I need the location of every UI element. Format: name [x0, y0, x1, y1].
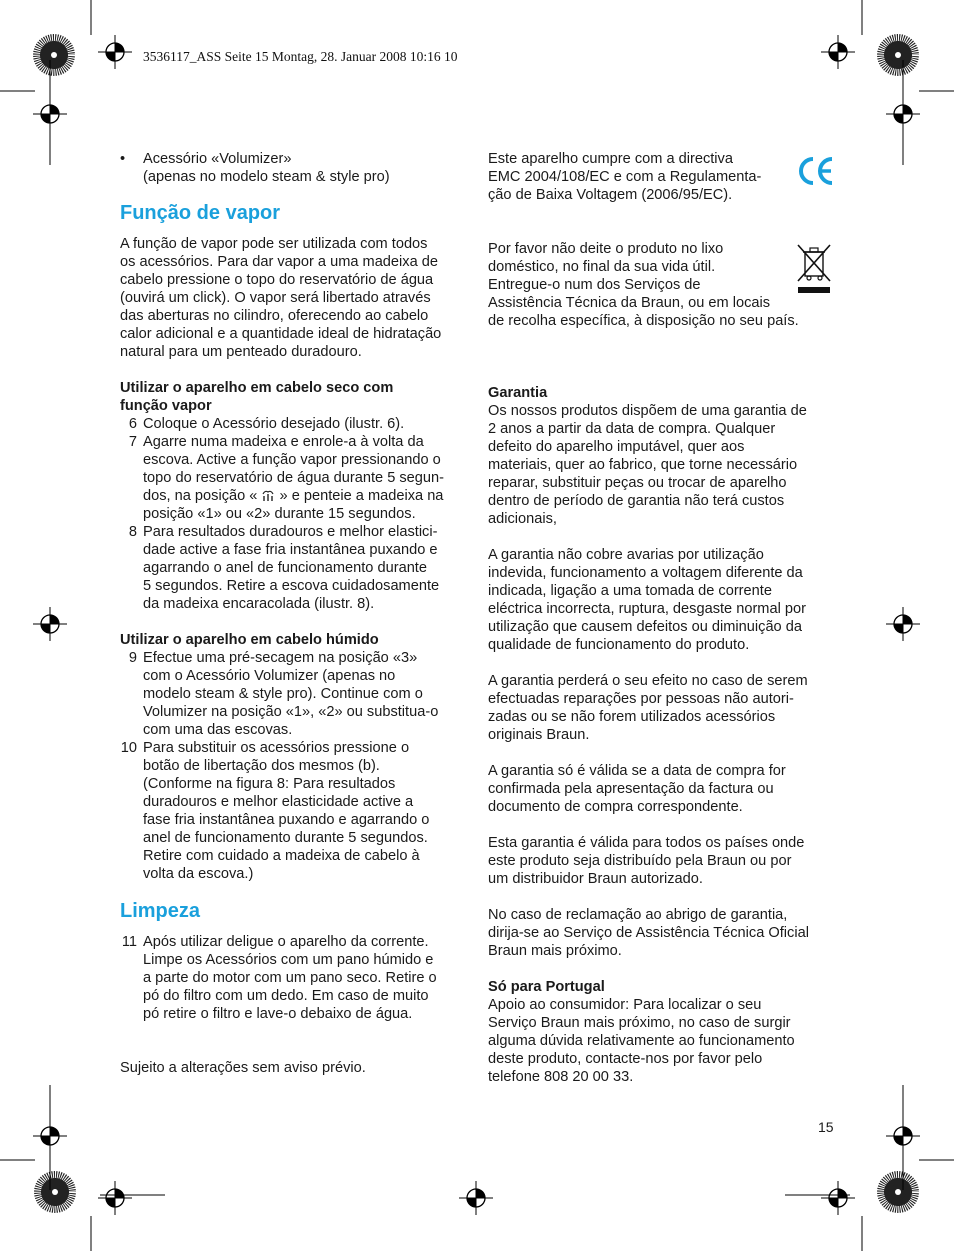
text-line: A função de vapor pode ser utilizada com todos [120, 236, 428, 252]
text-line: Serviço Braun mais próximo, no caso de surgir [488, 1015, 791, 1031]
text-line: com uma das escovas. [143, 722, 293, 738]
wet-hair-heading: Utilizar o aparelho em cabelo húmido [120, 632, 379, 648]
text-line: (Conforme na figura 8: Para resultados [143, 776, 396, 792]
text-span: » e penteie a madeixa na [279, 488, 444, 504]
text-line: 5 segundos. Retire a escova cuidadosamente [143, 578, 440, 594]
text-line: cabelo pressione o topo do reservatório de água [120, 272, 434, 288]
warranty-paragraph-6 [488, 906, 838, 960]
portugal-only-heading: Só para Portugal [488, 979, 605, 995]
text-line: Por favor não deite o produto no lixo [488, 241, 724, 257]
cleaning-heading: Limpeza [120, 900, 201, 922]
step-11 [120, 933, 472, 1023]
bullet-line: (apenas no modelo steam & style pro) [143, 169, 390, 185]
text-line: defeito do aparelho imputável, quer aos [488, 439, 745, 455]
text-line: Retire com cuidado a madeixa de cabelo à [143, 848, 420, 864]
text-line: indevida, funcionamento a voltagem diferente da [488, 565, 803, 581]
step-number: 7 [128, 434, 137, 450]
warranty-paragraph-1 [488, 402, 838, 528]
ce-compliance-paragraph [488, 150, 838, 204]
step-number: 6 [128, 416, 137, 432]
text-line: Os nossos produtos dispõem de uma garantia de [488, 403, 807, 419]
text-line: adicionais, [488, 511, 557, 527]
text-line: materiais, quer ao fabrico, que torne necessário [488, 457, 798, 473]
text-line: indicada, ligação a uma tomada de corrente [488, 583, 772, 599]
text-line: das aberturas no cilindro, oferecendo ao cabelo [120, 308, 429, 324]
step-number: 11 [121, 934, 137, 950]
print-header-imprint: 3536117_ASS Seite 15 Montag, 28. Januar 2008 10:16 10 [143, 49, 458, 64]
text-line: EMC 2004/108/EC e com a Regulamenta- [488, 169, 762, 185]
text-line: Apoio ao consumidor: Para localizar o seu [488, 997, 762, 1013]
text-line: posição «1» ou «2» durante 15 segundos. [143, 506, 416, 522]
text-line: escova. Active a função vapor pressionando o [143, 452, 441, 468]
text-line: alguma dúvida relativamente ao funcionamento [488, 1033, 795, 1049]
text-line: telefone 808 20 00 33. [488, 1069, 634, 1085]
text-line: função vapor [120, 398, 212, 414]
warranty-paragraph-3 [488, 672, 838, 744]
warranty-paragraph-4 [488, 762, 838, 816]
accessory-bullet [120, 150, 472, 186]
text-line: a parte do motor com um pano seco. Retire o [143, 970, 437, 986]
step-7 [120, 433, 472, 523]
text-line: Efectue uma pré-secagem na posição «3» [143, 650, 418, 666]
text-line: 2 anos a partir da data de compra. Qualquer [488, 421, 776, 437]
step-6 [120, 415, 472, 433]
warranty-paragraph-2 [488, 546, 838, 654]
text-line: confirmada pela apresentação da factura ou [488, 781, 774, 797]
page-number: 15 [818, 1119, 834, 1135]
text-line: Para resultados duradouros e melhor elastici- [143, 524, 438, 540]
text-line: volta da escova.) [143, 866, 254, 882]
text-line: topo do reservatório de água durante 5 segun- [143, 470, 445, 486]
text-line: Limpe os Acessórios com um pano húmido e [143, 952, 434, 968]
text-line: calor adicional e a quantidade ideal de hidratação [120, 326, 442, 342]
crossed-out-bin-icon [796, 243, 832, 295]
text-line: Assistência Técnica da Braun, ou em locais [488, 295, 771, 311]
text-line: efectuadas reparações por pessoas não autori- [488, 691, 794, 707]
text-line: duradouros e melhor elasticidade active a [143, 794, 414, 810]
text-line: de recolha específica, à disposição no seu país. [488, 313, 799, 329]
step-number: 9 [128, 650, 137, 666]
bullet-line: Acessório «Volumizer» [143, 151, 292, 167]
subject-to-change-note: Sujeito a alterações sem aviso prévio. [120, 1060, 366, 1076]
text-line: eléctrica incorrecta, ruptura, desgaste normal por [488, 601, 806, 617]
step-8 [120, 523, 472, 613]
text-line: agarrando o anel de funcionamento durante [143, 560, 427, 576]
text-line: natural para um penteado duradouro. [120, 344, 362, 360]
text-line: Agarre numa madeixa e enrole-a à volta da [143, 434, 424, 450]
right-column [488, 150, 838, 1086]
text-line: anel de funcionamento durante 5 segundos. [143, 830, 428, 846]
text-line: dirija-se ao Serviço de Assistência Técnica Oficial [488, 925, 809, 941]
ce-mark-icon [795, 153, 835, 189]
disposal-paragraph [488, 240, 838, 330]
text-line: originais Braun. [488, 727, 590, 743]
text-line [143, 487, 472, 505]
text-line: este produto seja distribuído pela Braun ou por [488, 853, 792, 869]
text-line: A garantia só é válida se a data de compra for [488, 763, 786, 779]
text-line: Este aparelho cumpre com a directiva [488, 151, 733, 167]
step-9 [120, 649, 472, 739]
text-line: pó retire o filtro e lave-o debaixo de água. [143, 1006, 413, 1022]
text-line: Após utilizar deligue o aparelho da corrente. [143, 934, 429, 950]
step-number: 8 [128, 524, 137, 540]
text-line: doméstico, no final da sua vida útil. [488, 259, 716, 275]
text-line: ção de Baixa Voltagem (2006/95/EC). [488, 187, 733, 203]
text-line: modelo steam & style pro). Continue com o [143, 686, 423, 702]
text-line: zadas ou se não forem utilizados acessórios [488, 709, 776, 725]
text-line: reparar, substituir peças ou trocar de aparelho [488, 475, 787, 491]
step-number: 10 [120, 740, 137, 756]
text-line: documento de compra correspondente. [488, 799, 743, 815]
dry-hair-heading [120, 379, 472, 415]
step-10 [120, 739, 472, 883]
text-line: qualidade de funcionamento do produto. [488, 637, 750, 653]
text-line: fase fria instantânea puxando e agarrando o [143, 812, 430, 828]
steam-intro-paragraph [120, 235, 472, 361]
text-line: No caso de reclamação ao abrigo de garantia, [488, 907, 788, 923]
text-line: utilização que causem defeitos ou diminuição da [488, 619, 802, 635]
text-line: A garantia perderá o seu efeito no caso de serem [488, 673, 808, 689]
steam-function-heading: Função de vapor [120, 202, 281, 224]
text-line: (ouvirá um click). O vapor será libertado através [120, 290, 431, 306]
text-line: um distribuidor Braun autorizado. [488, 871, 703, 887]
text-line: dade active a fase fria instantânea puxando e [143, 542, 438, 558]
text-line: A garantia não cobre avarias por utilização [488, 547, 764, 563]
left-column [120, 150, 472, 1077]
text-line: Volumizer na posição «1», «2» ou substitua-o [143, 704, 439, 720]
warranty-paragraph-5 [488, 834, 838, 888]
portugal-support-paragraph [488, 996, 838, 1086]
text-line: Para substituir os acessórios pressione o [143, 740, 410, 756]
text-line: deste produto, contacte-nos por favor pelo [488, 1051, 763, 1067]
text-line: com o Acessório Volumizer (apenas no [143, 668, 396, 684]
text-line: botão de libertação dos mesmos (b). [143, 758, 380, 774]
warranty-heading: Garantia [488, 385, 548, 401]
bullet-marker: • [120, 151, 126, 167]
text-line: dentro de período de garantia não terá custos [488, 493, 785, 509]
text-line: Coloque o Acessório desejado (ilustr. 6). [143, 416, 405, 432]
text-line: os acessórios. Para dar vapor a uma madeixa de [120, 254, 438, 270]
text-line: da madeixa encaracolada (ilustr. 8). [143, 596, 375, 612]
text-line: Braun mais próximo. [488, 943, 622, 959]
text-line: Utilizar o aparelho em cabelo seco com [120, 380, 394, 396]
text-span: dos, na posição « [143, 488, 258, 504]
text-line: pó do filtro com um dedo. Em caso de muito [143, 988, 429, 1004]
steam-symbol-icon [261, 488, 275, 502]
text-line: Entregue-o num dos Serviços de [488, 277, 701, 293]
text-line: Esta garantia é válida para todos os países onde [488, 835, 805, 851]
